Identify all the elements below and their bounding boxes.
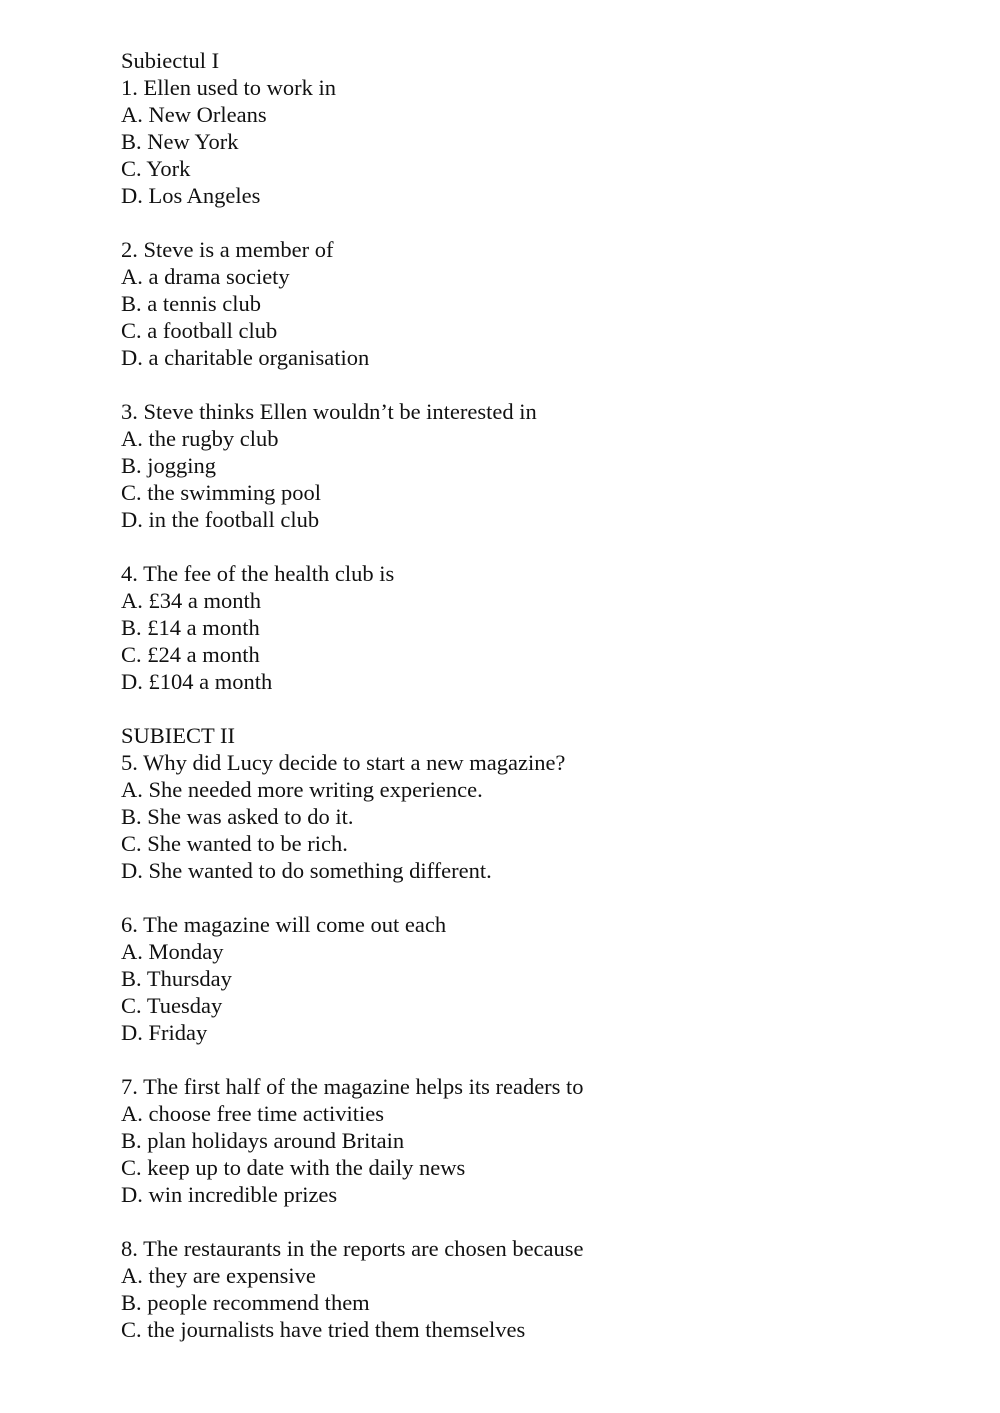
question-1-option-c: C. York <box>121 156 191 181</box>
spacer <box>121 533 941 560</box>
question-6-text: 6. The magazine will come out each <box>121 912 447 937</box>
worksheet <box>121 47 941 1343</box>
question-3-option-c: C. the swimming pool <box>121 480 322 505</box>
question-2-option-d: D. a charitable organisation <box>121 345 370 370</box>
question-5-option-c: C. She wanted to be rich. <box>121 831 348 856</box>
question-1-option-d: D. Los Angeles <box>121 183 261 208</box>
question-8-option-a: A. they are expensive <box>121 1263 316 1288</box>
question-1 <box>121 74 941 209</box>
question-2-option-c: C. a football club <box>121 318 278 343</box>
question-3-option-d: D. in the football club <box>121 507 320 532</box>
question-1-text: 1. Ellen used to work in <box>121 75 336 100</box>
question-3-option-b: B. jogging <box>121 453 217 478</box>
question-5-option-d: D. She wanted to do something different. <box>121 858 492 883</box>
spacer <box>121 1046 941 1073</box>
section-1-heading: Subiectul I <box>121 48 220 73</box>
spacer <box>121 209 941 236</box>
spacer <box>121 695 941 722</box>
question-6-option-c: C. Tuesday <box>121 993 223 1018</box>
question-6-option-d: D. Friday <box>121 1020 208 1045</box>
question-8-text: 8. The restaurants in the reports are chosen because <box>121 1236 584 1261</box>
question-7-option-b: B. plan holidays around Britain <box>121 1128 405 1153</box>
question-3-option-a: A. the rugby club <box>121 426 279 451</box>
question-3-text: 3. Steve thinks Ellen wouldn’t be interested in <box>121 399 537 424</box>
question-2 <box>121 236 941 371</box>
question-7-option-c: C. keep up to date with the daily news <box>121 1155 466 1180</box>
question-4-option-b: B. £14 a month <box>121 615 260 640</box>
question-5 <box>121 749 941 884</box>
spacer <box>121 884 941 911</box>
question-4 <box>121 560 941 695</box>
question-4-option-a: A. £34 a month <box>121 588 261 613</box>
question-4-option-d: D. £104 a month <box>121 669 273 694</box>
question-4-option-c: C. £24 a month <box>121 642 260 667</box>
question-7-option-d: D. win incredible prizes <box>121 1182 338 1207</box>
question-5-option-b: B. She was asked to do it. <box>121 804 354 829</box>
question-8 <box>121 1235 941 1343</box>
question-7-option-a: A. choose free time activities <box>121 1101 385 1126</box>
question-8-option-c: C. the journalists have tried them themselves <box>121 1317 526 1342</box>
question-6-option-b: B. Thursday <box>121 966 232 991</box>
question-8-option-b: B. people recommend them <box>121 1290 370 1315</box>
question-1-option-a: A. New Orleans <box>121 102 267 127</box>
question-7-text: 7. The first half of the magazine helps its readers to <box>121 1074 584 1099</box>
question-3 <box>121 398 941 533</box>
question-6 <box>121 911 941 1046</box>
question-6-option-a: A. Monday <box>121 939 224 964</box>
question-2-option-a: A. a drama society <box>121 264 290 289</box>
question-5-option-a: A. She needed more writing experience. <box>121 777 483 802</box>
question-4-text: 4. The fee of the health club is <box>121 561 395 586</box>
spacer <box>121 371 941 398</box>
section-2-heading: SUBIECT II <box>121 723 235 748</box>
question-5-text: 5. Why did Lucy decide to start a new magazine? <box>121 750 566 775</box>
question-7 <box>121 1073 941 1208</box>
question-2-option-b: B. a tennis club <box>121 291 261 316</box>
spacer <box>121 1208 941 1235</box>
question-1-option-b: B. New York <box>121 129 239 154</box>
question-2-text: 2. Steve is a member of <box>121 237 334 262</box>
